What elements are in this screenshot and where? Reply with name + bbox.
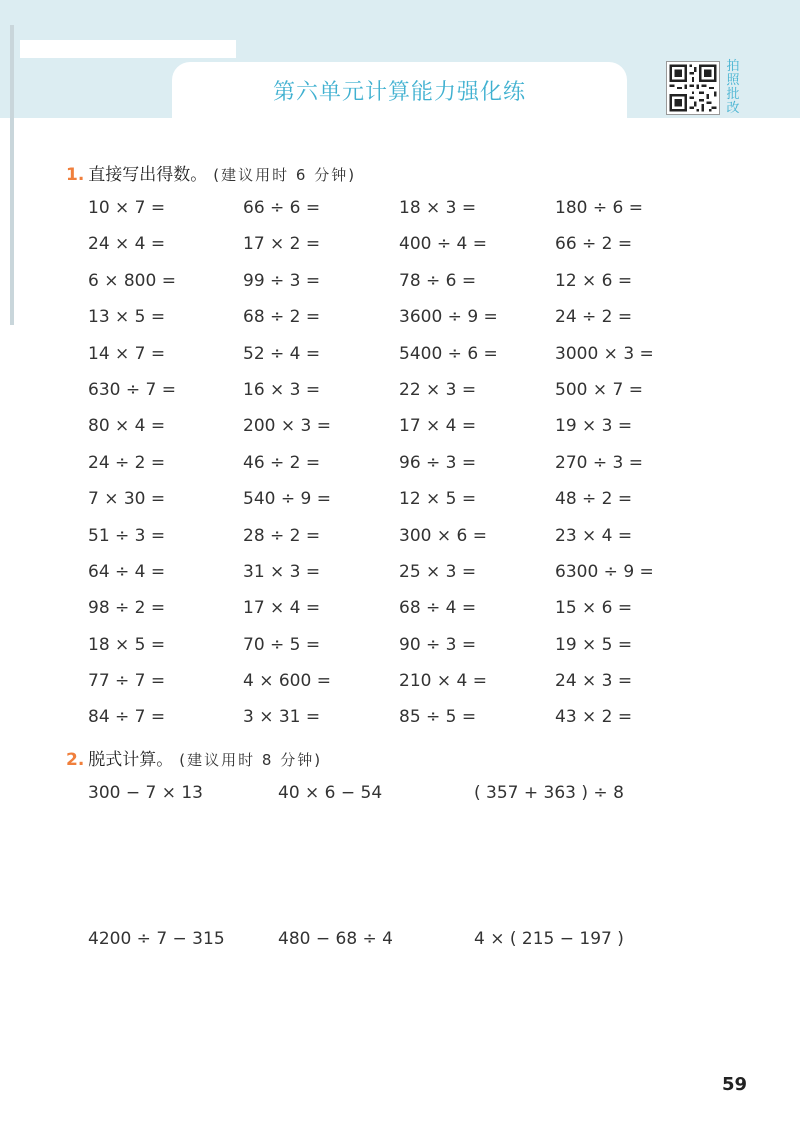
- problem-item: 17 × 4 =: [399, 416, 477, 437]
- header-strip: [20, 40, 236, 58]
- problem-item: 500 × 7 =: [555, 379, 643, 400]
- problem-item: 25 × 3 =: [399, 561, 477, 582]
- problem-item: 68 ÷ 2 =: [243, 307, 321, 328]
- qr-caption-char: 照: [726, 73, 740, 88]
- problem-item: 210 × 4 =: [399, 671, 487, 692]
- problem-item: 43 × 2 =: [555, 707, 633, 728]
- problem-item: 300 × 6 =: [399, 525, 487, 546]
- problem-item: 31 × 3 =: [243, 561, 321, 582]
- problem-item: 19 × 3 =: [555, 416, 633, 437]
- title-banner: [172, 62, 627, 118]
- problem-item: 66 ÷ 2 =: [555, 234, 633, 255]
- problem-item: 98 ÷ 2 =: [88, 598, 166, 619]
- problem-item: 7 × 30 =: [88, 489, 166, 510]
- expression-item: ( 357 + 363 ) ÷ 8: [474, 783, 624, 803]
- problem-item: 19 × 5 =: [555, 634, 633, 655]
- problem-item: 70 ÷ 5 =: [243, 634, 321, 655]
- expression-item: 480 − 68 ÷ 4: [278, 929, 393, 949]
- problem-item: 200 × 3 =: [243, 416, 331, 437]
- problem-item: 14 × 7 =: [88, 343, 166, 364]
- page-title: 第六单元计算能力强化练: [272, 79, 526, 105]
- page-edge: [10, 25, 14, 325]
- problem-item: 23 × 4 =: [555, 525, 633, 546]
- section-1-note: (建议用时 6 分钟): [213, 166, 357, 184]
- problem-item: 51 ÷ 3 =: [88, 525, 166, 546]
- problem-item: 90 ÷ 3 =: [399, 634, 477, 655]
- problem-item: 24 ÷ 2 =: [555, 307, 633, 328]
- problem-item: 12 × 5 =: [399, 489, 477, 510]
- problem-item: 5400 ÷ 6 =: [399, 343, 498, 364]
- problem-item: 3000 × 3 =: [555, 343, 654, 364]
- section-1-heading: [66, 160, 356, 185]
- section-2-heading: [66, 745, 322, 770]
- problem-item: 99 ÷ 3 =: [243, 270, 321, 291]
- problem-item: 13 × 5 =: [88, 307, 166, 328]
- problem-item: 22 × 3 =: [399, 379, 477, 400]
- problem-item: 630 ÷ 7 =: [88, 379, 176, 400]
- problem-item: 6 × 800 =: [88, 270, 176, 291]
- problem-item: 78 ÷ 6 =: [399, 270, 477, 291]
- problem-item: 84 ÷ 7 =: [88, 707, 166, 728]
- section-2-title: 脱式计算。: [88, 750, 174, 770]
- section-2-number: 2.: [66, 750, 85, 770]
- problem-item: 80 × 4 =: [88, 416, 166, 437]
- problem-item: 68 ÷ 4 =: [399, 598, 477, 619]
- problem-item: 540 ÷ 9 =: [243, 489, 331, 510]
- section-1-number: 1.: [66, 165, 85, 185]
- problem-item: 17 × 4 =: [243, 598, 321, 619]
- qr-caption-char: 批: [726, 87, 740, 102]
- problem-item: 77 ÷ 7 =: [88, 671, 166, 692]
- problem-item: 400 ÷ 4 =: [399, 234, 487, 255]
- problem-item: 6300 ÷ 9 =: [555, 561, 654, 582]
- mental-math-grid: [88, 196, 711, 742]
- problem-item: 96 ÷ 3 =: [399, 452, 477, 473]
- problem-item: 66 ÷ 6 =: [243, 198, 321, 218]
- expression-item: 4200 ÷ 7 − 315: [88, 929, 225, 949]
- problem-item: 46 ÷ 2 =: [243, 452, 321, 473]
- problem-item: 10 × 7 =: [88, 198, 166, 218]
- section-1-title: 直接写出得数。: [88, 165, 208, 185]
- expression-item: 40 × 6 − 54: [278, 783, 383, 803]
- problem-item: 12 × 6 =: [555, 270, 633, 291]
- problem-item: 64 ÷ 4 =: [88, 561, 166, 582]
- section-2-note: (建议用时 8 分钟): [179, 751, 323, 769]
- problem-item: 24 × 4 =: [88, 234, 166, 255]
- problem-item: 4 × 600 =: [243, 671, 331, 692]
- problem-item: 48 ÷ 2 =: [555, 489, 633, 510]
- problem-item: 270 ÷ 3 =: [555, 452, 643, 473]
- problem-item: 3600 ÷ 9 =: [399, 307, 498, 328]
- problem-item: 18 × 3 =: [399, 198, 477, 218]
- problem-item: 16 × 3 =: [243, 379, 321, 400]
- qr-caption-char: 改: [726, 101, 740, 116]
- expression-item: 300 − 7 × 13: [88, 783, 203, 803]
- problem-item: 85 ÷ 5 =: [399, 707, 477, 728]
- problem-item: 17 × 2 =: [243, 234, 321, 255]
- step-calculation-grid: [88, 781, 674, 967]
- problem-item: 180 ÷ 6 =: [555, 198, 643, 218]
- problem-item: 18 × 5 =: [88, 634, 166, 655]
- problem-item: 52 ÷ 4 =: [243, 343, 321, 364]
- problem-item: 28 ÷ 2 =: [243, 525, 321, 546]
- problem-item: 15 × 6 =: [555, 598, 633, 619]
- problem-item: 24 × 3 =: [555, 671, 633, 692]
- expression-item: 4 × ( 215 − 197 ): [474, 929, 624, 949]
- qr-caption-char: 拍: [726, 59, 740, 74]
- problem-item: 24 ÷ 2 =: [88, 452, 166, 473]
- qr-code-icon[interactable]: [666, 61, 720, 115]
- page-number: 59: [722, 1074, 748, 1095]
- qr-caption: [724, 60, 742, 116]
- problem-item: 3 × 31 =: [243, 707, 321, 728]
